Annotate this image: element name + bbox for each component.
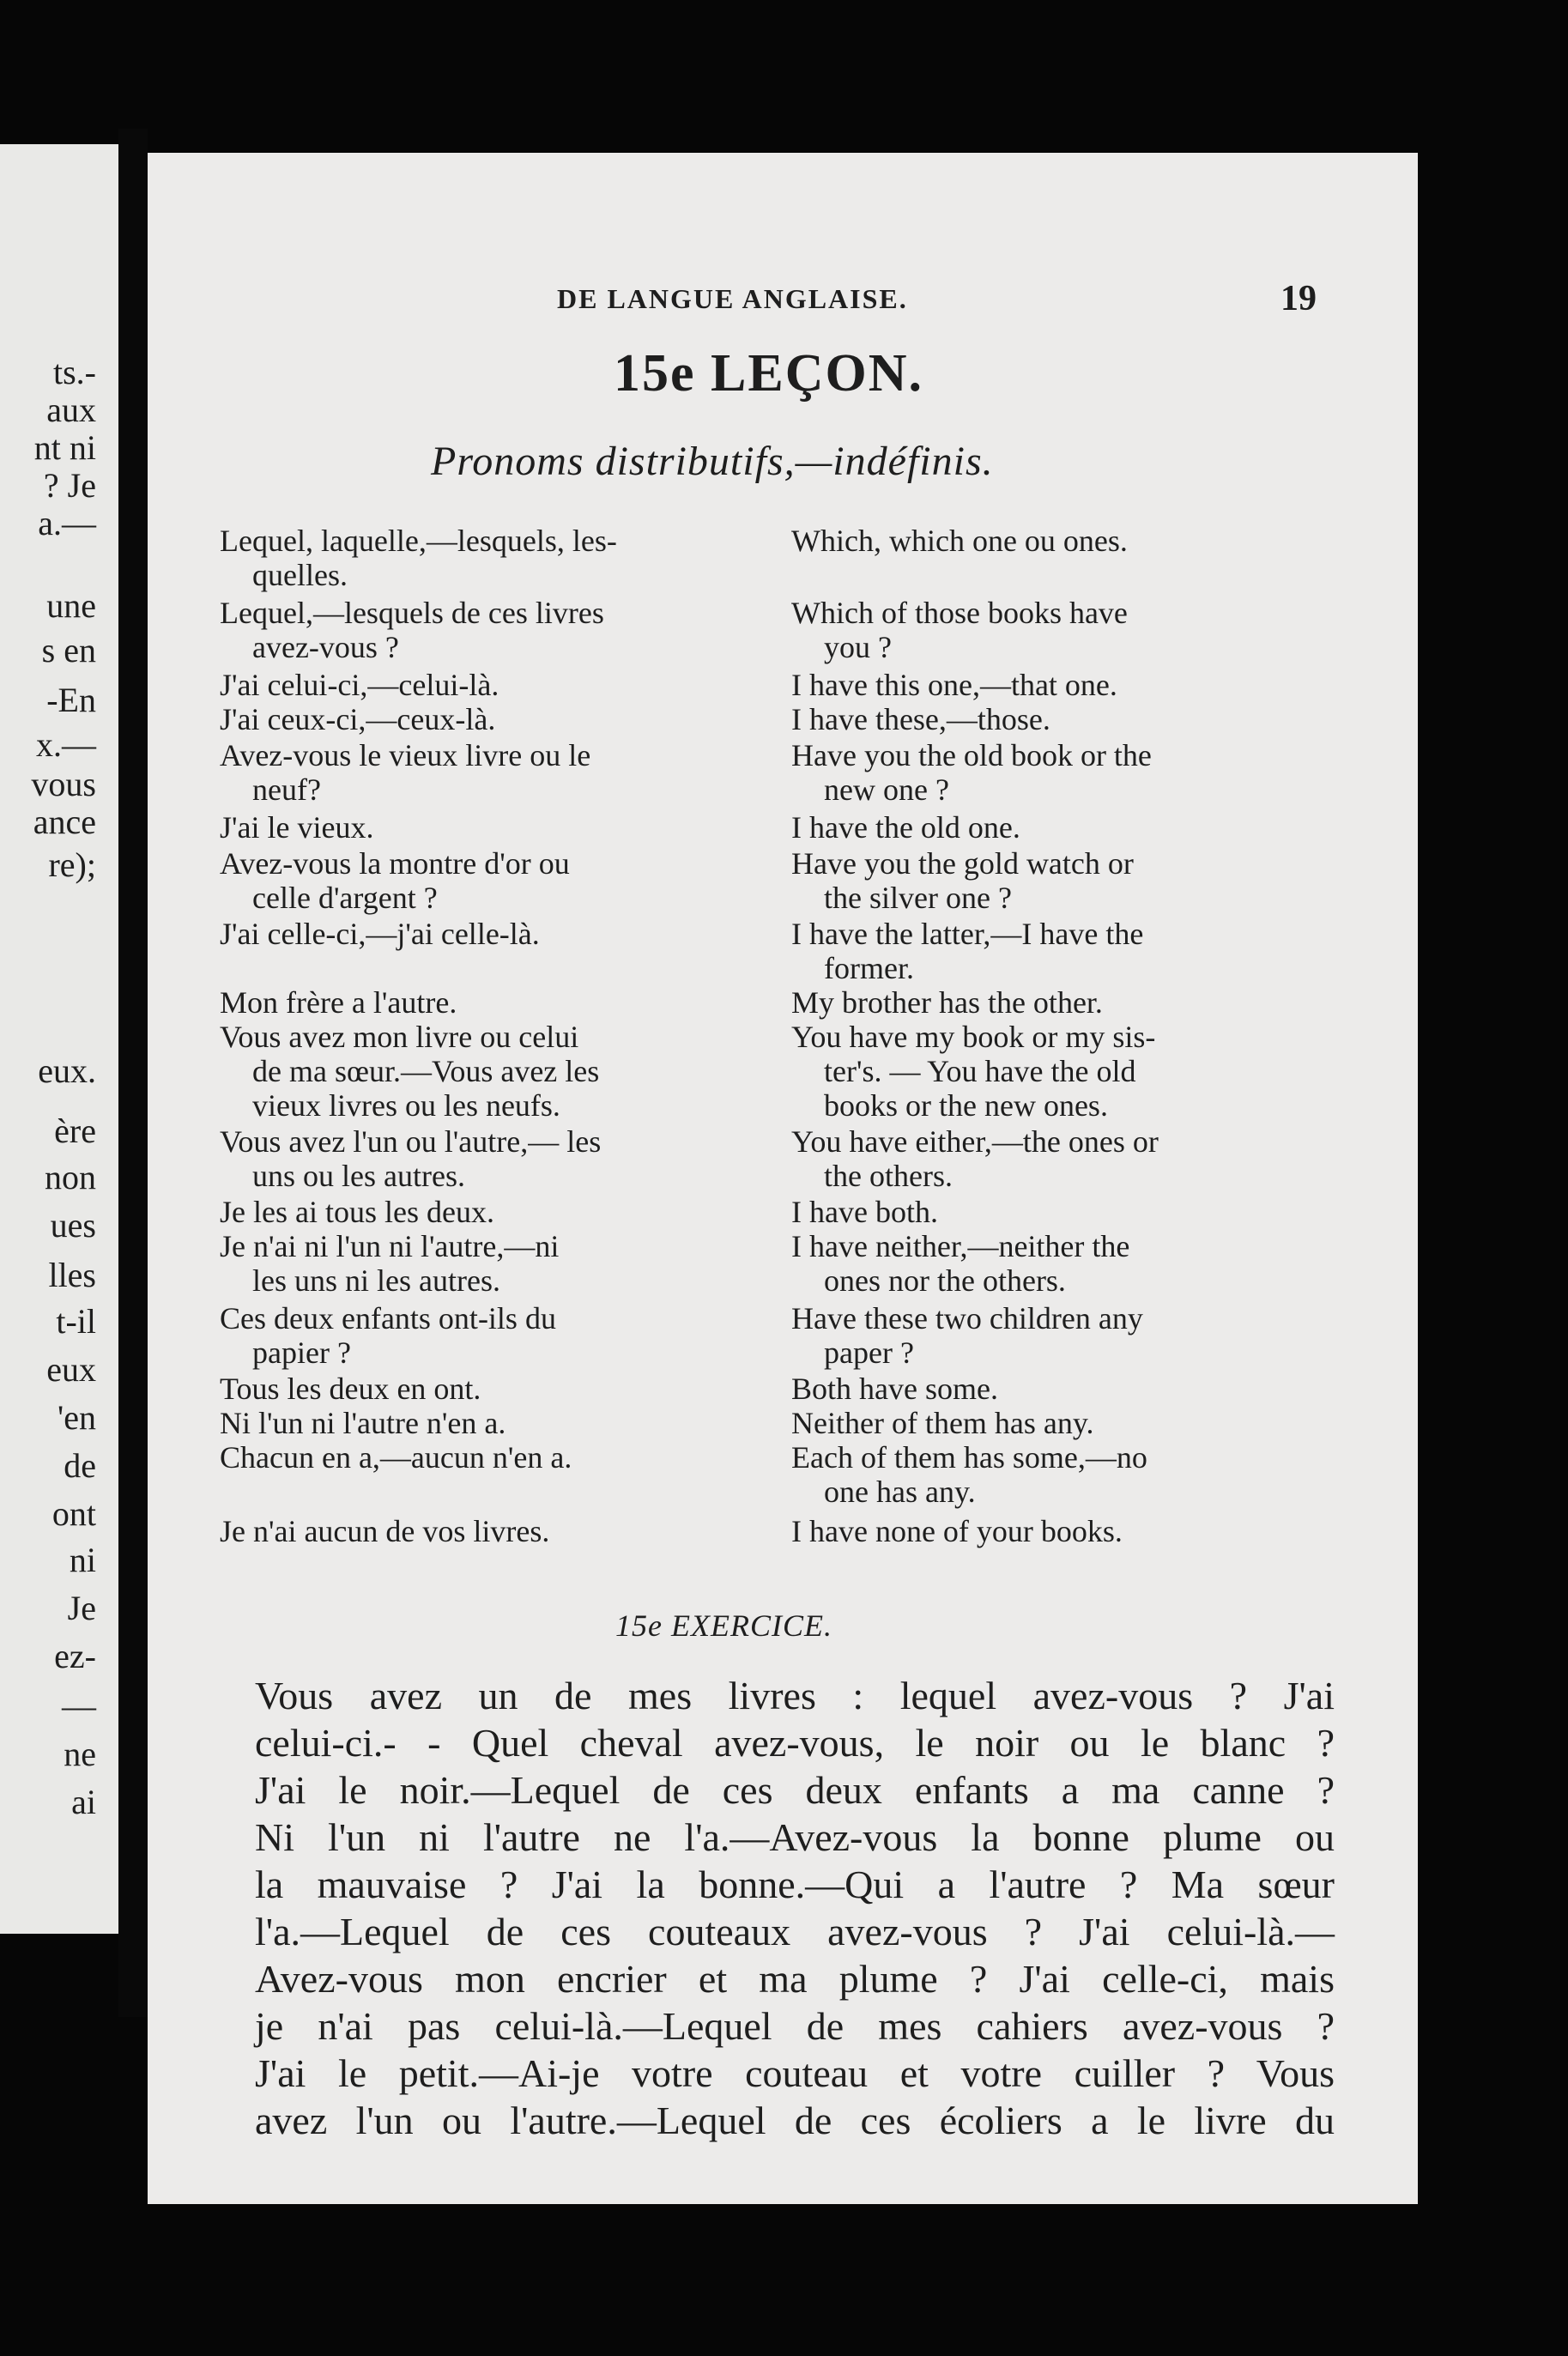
french-line: uns ou les autres. bbox=[252, 1159, 465, 1193]
page-gutter bbox=[118, 129, 148, 2017]
english-line: new one ? bbox=[824, 772, 949, 807]
exercise-line: l'a.—Lequel de ces couteaux avez-vous ? J'ai celui-là.— bbox=[255, 1910, 1335, 1953]
fragment-line: ? Je bbox=[43, 466, 96, 505]
english-line: Have you the old book or the bbox=[791, 738, 1152, 772]
fragment-line: x.— bbox=[36, 725, 96, 764]
fragment-line: ni bbox=[69, 1541, 96, 1579]
fragment-line: eux. bbox=[38, 1051, 96, 1090]
exercise-line: J'ai le noir.—Lequel de ces deux enfants a ma canne ? bbox=[255, 1768, 1335, 1812]
previous-page-fragment bbox=[0, 144, 118, 1934]
french-line: J'ai le vieux. bbox=[220, 810, 374, 845]
english-line: Both have some. bbox=[791, 1372, 998, 1406]
french-line: celle d'argent ? bbox=[252, 881, 438, 915]
fragment-line: ont bbox=[51, 1494, 96, 1533]
english-line: Have these two children any bbox=[791, 1301, 1143, 1335]
lesson-title: 15e LEÇON. bbox=[614, 344, 923, 403]
fragment-line: ues bbox=[50, 1206, 96, 1245]
english-line: I have neither,—neither the bbox=[791, 1229, 1130, 1263]
running-head: DE LANGUE ANGLAISE. bbox=[557, 283, 908, 314]
english-line: you ? bbox=[824, 630, 892, 664]
fragment-line: ai bbox=[71, 1783, 96, 1821]
fragment-line: re); bbox=[48, 845, 96, 884]
english-line: My brother has the other. bbox=[791, 985, 1103, 1020]
fragment-line: s en bbox=[41, 631, 96, 669]
exercise-line: la mauvaise ? J'ai la bonne.—Qui a l'autre ? Ma sœur bbox=[255, 1862, 1335, 1906]
book-page bbox=[148, 153, 1418, 2204]
exercise-line: Avez-vous mon encrier et ma plume ? J'ai celle-ci, mais bbox=[255, 1957, 1335, 2001]
fragment-line: ez- bbox=[54, 1637, 96, 1675]
fragment-line: a.— bbox=[38, 504, 96, 542]
exercise-line: je n'ai pas celui-là.—Lequel de mes cahiers avez-vous ? bbox=[255, 2004, 1335, 2048]
fragment-line: lles bbox=[48, 1256, 96, 1294]
lesson-subtitle: Pronoms distributifs,—indéfinis. bbox=[431, 439, 994, 484]
fragment-line: aux bbox=[46, 391, 96, 429]
fragment-line: ne bbox=[64, 1735, 96, 1773]
fragment-line: non bbox=[45, 1158, 96, 1196]
english-line: Which of those books have bbox=[791, 596, 1128, 630]
page-number: 19 bbox=[1280, 279, 1317, 318]
french-line: J'ai celle-ci,—j'ai celle-là. bbox=[220, 917, 540, 951]
exercise-line: Vous avez un de mes livres : lequel avez-vous ? J'ai bbox=[255, 1674, 1335, 1717]
french-line: Chacun en a,—aucun n'en a. bbox=[220, 1440, 572, 1475]
french-line: Tous les deux en ont. bbox=[220, 1372, 481, 1406]
french-line: Lequel, laquelle,—lesquels, les- bbox=[220, 524, 617, 558]
french-line: neuf? bbox=[252, 772, 321, 807]
english-line: books or the new ones. bbox=[824, 1088, 1108, 1123]
english-line: the others. bbox=[824, 1159, 953, 1193]
french-line: Lequel,—lesquels de ces livres bbox=[220, 596, 604, 630]
french-line: Je les ai tous les deux. bbox=[220, 1195, 494, 1229]
english-line: I have the latter,—I have the bbox=[791, 917, 1144, 951]
english-line: I have none of your books. bbox=[791, 1514, 1123, 1548]
french-line: Vous avez mon livre ou celui bbox=[220, 1020, 579, 1054]
french-line: Ces deux enfants ont-ils du bbox=[220, 1301, 556, 1335]
english-line: You have my book or my sis- bbox=[791, 1020, 1156, 1054]
fragment-line: ère bbox=[54, 1111, 96, 1150]
fragment-line: eux bbox=[46, 1350, 96, 1389]
fragment-line: ance bbox=[33, 802, 96, 841]
fragment-line: vous bbox=[31, 765, 96, 803]
french-line: J'ai celui-ci,—celui-là. bbox=[220, 668, 499, 702]
french-line: Avez-vous le vieux livre ou le bbox=[220, 738, 591, 772]
french-line: avez-vous ? bbox=[252, 630, 399, 664]
french-line: quelles. bbox=[252, 558, 348, 592]
english-line: I have both. bbox=[791, 1195, 938, 1229]
english-line: I have these,—those. bbox=[791, 702, 1050, 736]
fragment-line: Je bbox=[67, 1589, 96, 1627]
english-line: I have this one,—that one. bbox=[791, 668, 1117, 702]
english-line: Neither of them has any. bbox=[791, 1406, 1094, 1440]
french-line: Vous avez l'un ou l'autre,— les bbox=[220, 1124, 602, 1159]
fragment-line: de bbox=[64, 1446, 96, 1485]
english-line: ter's. — You have the old bbox=[824, 1054, 1136, 1088]
exercise-title: 15e EXERCICE. bbox=[615, 1608, 832, 1643]
english-line: Have you the gold watch or bbox=[791, 846, 1134, 881]
english-line: ones nor the others. bbox=[824, 1263, 1066, 1298]
french-line: J'ai ceux-ci,—ceux-là. bbox=[220, 702, 496, 736]
fragment-line: 'en bbox=[58, 1398, 96, 1437]
fragment-line: t-il bbox=[56, 1302, 96, 1341]
english-line: Which, which one ou ones. bbox=[791, 524, 1128, 558]
fragment-line: nt ni bbox=[33, 428, 96, 467]
french-line: Je n'ai ni l'un ni l'autre,—ni bbox=[220, 1229, 560, 1263]
french-line: de ma sœur.—Vous avez les bbox=[252, 1054, 600, 1088]
fragment-line: ts.- bbox=[53, 353, 96, 391]
french-line: Ni l'un ni l'autre n'en a. bbox=[220, 1406, 506, 1440]
english-line: paper ? bbox=[824, 1335, 914, 1370]
english-line: former. bbox=[824, 951, 914, 985]
exercise-line: avez l'un ou l'autre.—Lequel de ces écoliers a le livre du bbox=[255, 2099, 1335, 2142]
english-line: Each of them has some,—no bbox=[791, 1440, 1147, 1475]
french-line: papier ? bbox=[252, 1335, 351, 1370]
english-line: one has any. bbox=[824, 1475, 976, 1509]
english-line: You have either,—the ones or bbox=[791, 1124, 1159, 1159]
english-line: the silver one ? bbox=[824, 881, 1012, 915]
fragment-line: -En bbox=[46, 681, 96, 719]
french-line: vieux livres ou les neufs. bbox=[252, 1088, 560, 1123]
french-line: les uns ni les autres. bbox=[252, 1263, 500, 1298]
french-line: Je n'ai aucun de vos livres. bbox=[220, 1514, 550, 1548]
exercise-line: J'ai le petit.—Ai-je votre couteau et votre cuiller ? Vous bbox=[255, 2051, 1335, 2095]
french-line: Mon frère a l'autre. bbox=[220, 985, 457, 1020]
fragment-line: — bbox=[62, 1687, 96, 1725]
exercise-line: Ni l'un ni l'autre ne l'a.—Avez-vous la bonne plume ou bbox=[255, 1815, 1335, 1859]
fragment-line: une bbox=[46, 586, 96, 625]
french-line: Avez-vous la montre d'or ou bbox=[220, 846, 570, 881]
english-line: I have the old one. bbox=[791, 810, 1020, 845]
exercise-line: celui-ci.- - Quel cheval avez-vous, le noir ou le blanc ? bbox=[255, 1721, 1335, 1765]
